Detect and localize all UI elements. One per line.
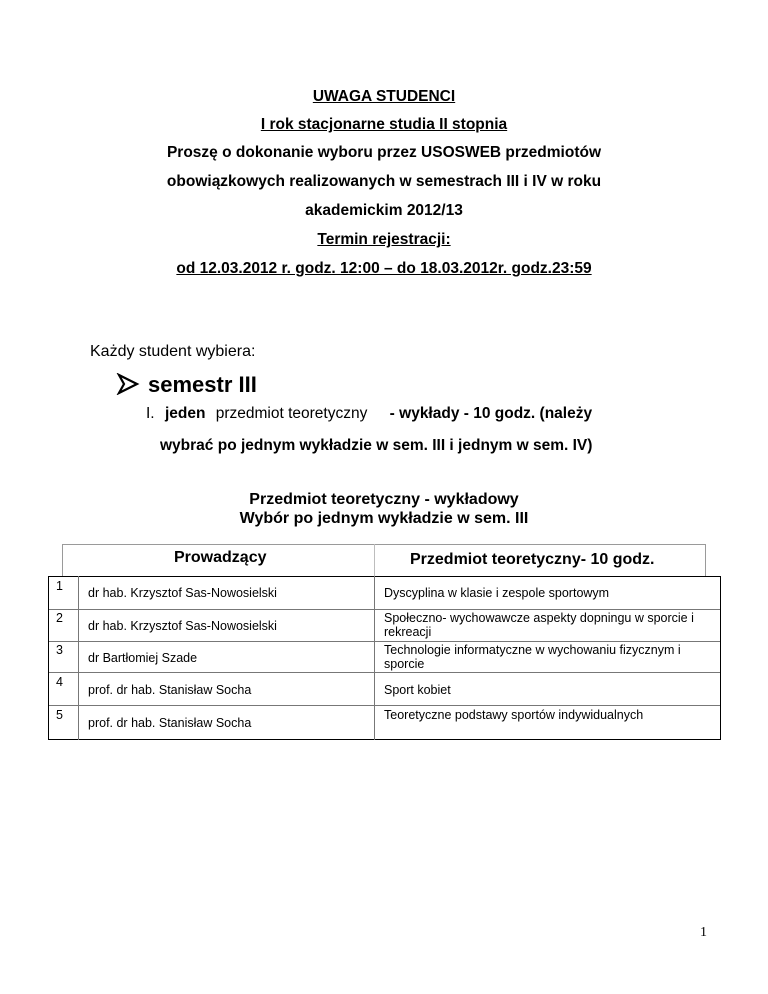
notice-text-line: obowiązkowych realizowanych w semestrach III i IV w roku <box>166 173 602 190</box>
notice-text-line: Proszę o dokonanie wyboru przez USOSWEB przedmiotów <box>166 144 602 161</box>
subject-cell: Społeczno- wychowawcze aspekty dopningu w sporcie i rekreacji <box>384 611 694 639</box>
row-number: 4 <box>56 675 63 689</box>
page-number: 1 <box>700 925 707 940</box>
column-header-lecturer: Prowadzący <box>174 549 267 566</box>
table-title: Przedmiot teoretyczny - wykładowy <box>249 491 519 508</box>
lecturer-cell: dr hab. Krzysztof Sas-Nowosielski <box>88 619 277 633</box>
item-prefix: I. <box>146 405 155 422</box>
item-line-2: wybrać po jednym wykładzie w sem. III i jednym w sem. IV) <box>160 437 593 454</box>
notice-title: UWAGA STUDENCI <box>312 88 456 105</box>
semester-label: semestr III <box>148 372 257 397</box>
lecturer-cell: dr hab. Krzysztof Sas-Nowosielski <box>88 586 277 600</box>
lecturer-cell: dr Bartłomiej Szade <box>88 651 198 665</box>
subject-cell: Sport kobiet <box>384 683 451 697</box>
registration-dates: od 12.03.2012 r. godz. 12:00 – do 18.03.2012r. godz.23:59 <box>176 260 592 277</box>
registration-heading: Termin rejestracji: <box>317 231 451 248</box>
row-number: 3 <box>56 643 63 657</box>
intro-text: Każdy student wybiera: <box>90 343 256 360</box>
subject-cell: Teoretyczne podstawy sportów indywidualnych <box>384 708 644 722</box>
notice-subtitle: I rok stacjonarne studia II stopnia <box>260 116 508 133</box>
notice-text-line: akademickim 2012/13 <box>305 202 463 219</box>
subject-cell: Technologie informatyczne w wychowaniu fizycznym i sporcie <box>384 643 681 671</box>
row-number: 5 <box>56 708 63 722</box>
item-count: jeden <box>164 405 206 422</box>
row-number: 2 <box>56 611 63 625</box>
lecturer-cell: prof. dr hab. Stanisław Socha <box>88 683 252 697</box>
lecturer-cell: prof. dr hab. Stanisław Socha <box>88 716 252 730</box>
row-number: 1 <box>56 579 63 593</box>
semester-heading <box>116 372 257 398</box>
item-line-1 <box>146 404 592 424</box>
table-subtitle: Wybór po jednym wykładzie w sem. III <box>239 510 529 527</box>
arrow-bullet-icon <box>116 373 140 395</box>
subject-cell: Dyscyplina w klasie i zespole sportowym <box>384 586 610 600</box>
item-type: przedmiot teoretyczny <box>215 405 368 422</box>
item-details: - wykłady - 10 godz. (należy <box>389 405 593 422</box>
column-header-subject: Przedmiot teoretyczny- 10 godz. <box>410 551 655 568</box>
